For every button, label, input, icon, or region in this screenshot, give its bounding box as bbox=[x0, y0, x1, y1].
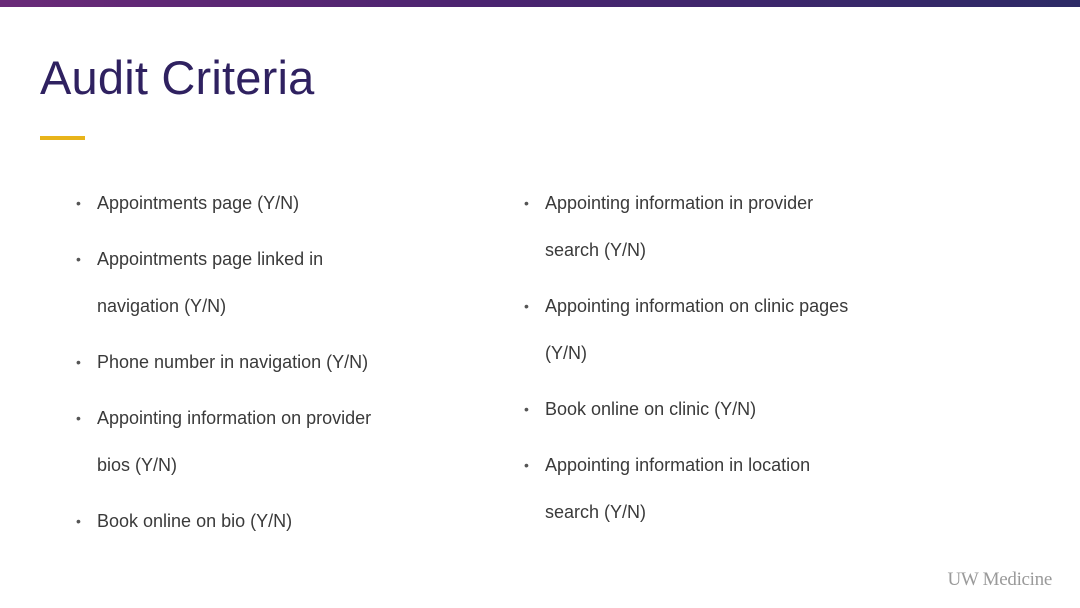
bullet-icon: • bbox=[76, 513, 81, 529]
list-item-text: Appointments page (Y/N) bbox=[97, 193, 300, 213]
uw-medicine-logo: UW Medicine bbox=[947, 569, 1052, 590]
slide-title: Audit Criteria bbox=[40, 51, 315, 104]
bullet-icon: • bbox=[76, 410, 81, 426]
bullet-icon: • bbox=[524, 401, 529, 417]
list-item-text: Phone number in navigation (Y/N) bbox=[97, 352, 369, 372]
bullet-icon: • bbox=[524, 457, 529, 473]
list-item-text: Appointing information on clinic pages bbox=[545, 296, 849, 316]
list-item bbox=[524, 188, 924, 283]
left-criteria-list bbox=[76, 188, 476, 554]
bullet-icon: • bbox=[76, 354, 81, 370]
list-item bbox=[76, 403, 476, 498]
list-item bbox=[76, 244, 476, 339]
top-gradient-bar bbox=[0, 0, 1080, 7]
list-item-text: search (Y/N) bbox=[545, 240, 647, 260]
list-item bbox=[76, 347, 476, 395]
list-item bbox=[524, 450, 924, 545]
list-item bbox=[524, 291, 924, 386]
list-item-text: (Y/N) bbox=[545, 343, 587, 363]
title-accent-line bbox=[40, 136, 85, 140]
bullet-icon: • bbox=[76, 195, 81, 211]
list-item-text: navigation (Y/N) bbox=[97, 296, 227, 316]
list-item-text: Book online on clinic (Y/N) bbox=[545, 399, 757, 419]
list-item-text: bios (Y/N) bbox=[97, 455, 178, 475]
list-item-text: search (Y/N) bbox=[545, 502, 647, 522]
bullet-icon: • bbox=[524, 195, 529, 211]
list-item bbox=[524, 394, 924, 442]
bullet-icon: • bbox=[76, 251, 81, 267]
right-criteria-list bbox=[524, 188, 924, 545]
list-item bbox=[76, 188, 476, 236]
bullet-icon: • bbox=[524, 298, 529, 314]
list-item-text: Appointing information in location bbox=[545, 455, 811, 475]
list-item-text: Book online on bio (Y/N) bbox=[97, 511, 293, 531]
list-item bbox=[76, 506, 476, 554]
list-item-text: Appointing information on provider bbox=[97, 408, 372, 428]
list-item-text: Appointments page linked in bbox=[97, 249, 324, 269]
list-item-text: Appointing information in provider bbox=[545, 193, 814, 213]
